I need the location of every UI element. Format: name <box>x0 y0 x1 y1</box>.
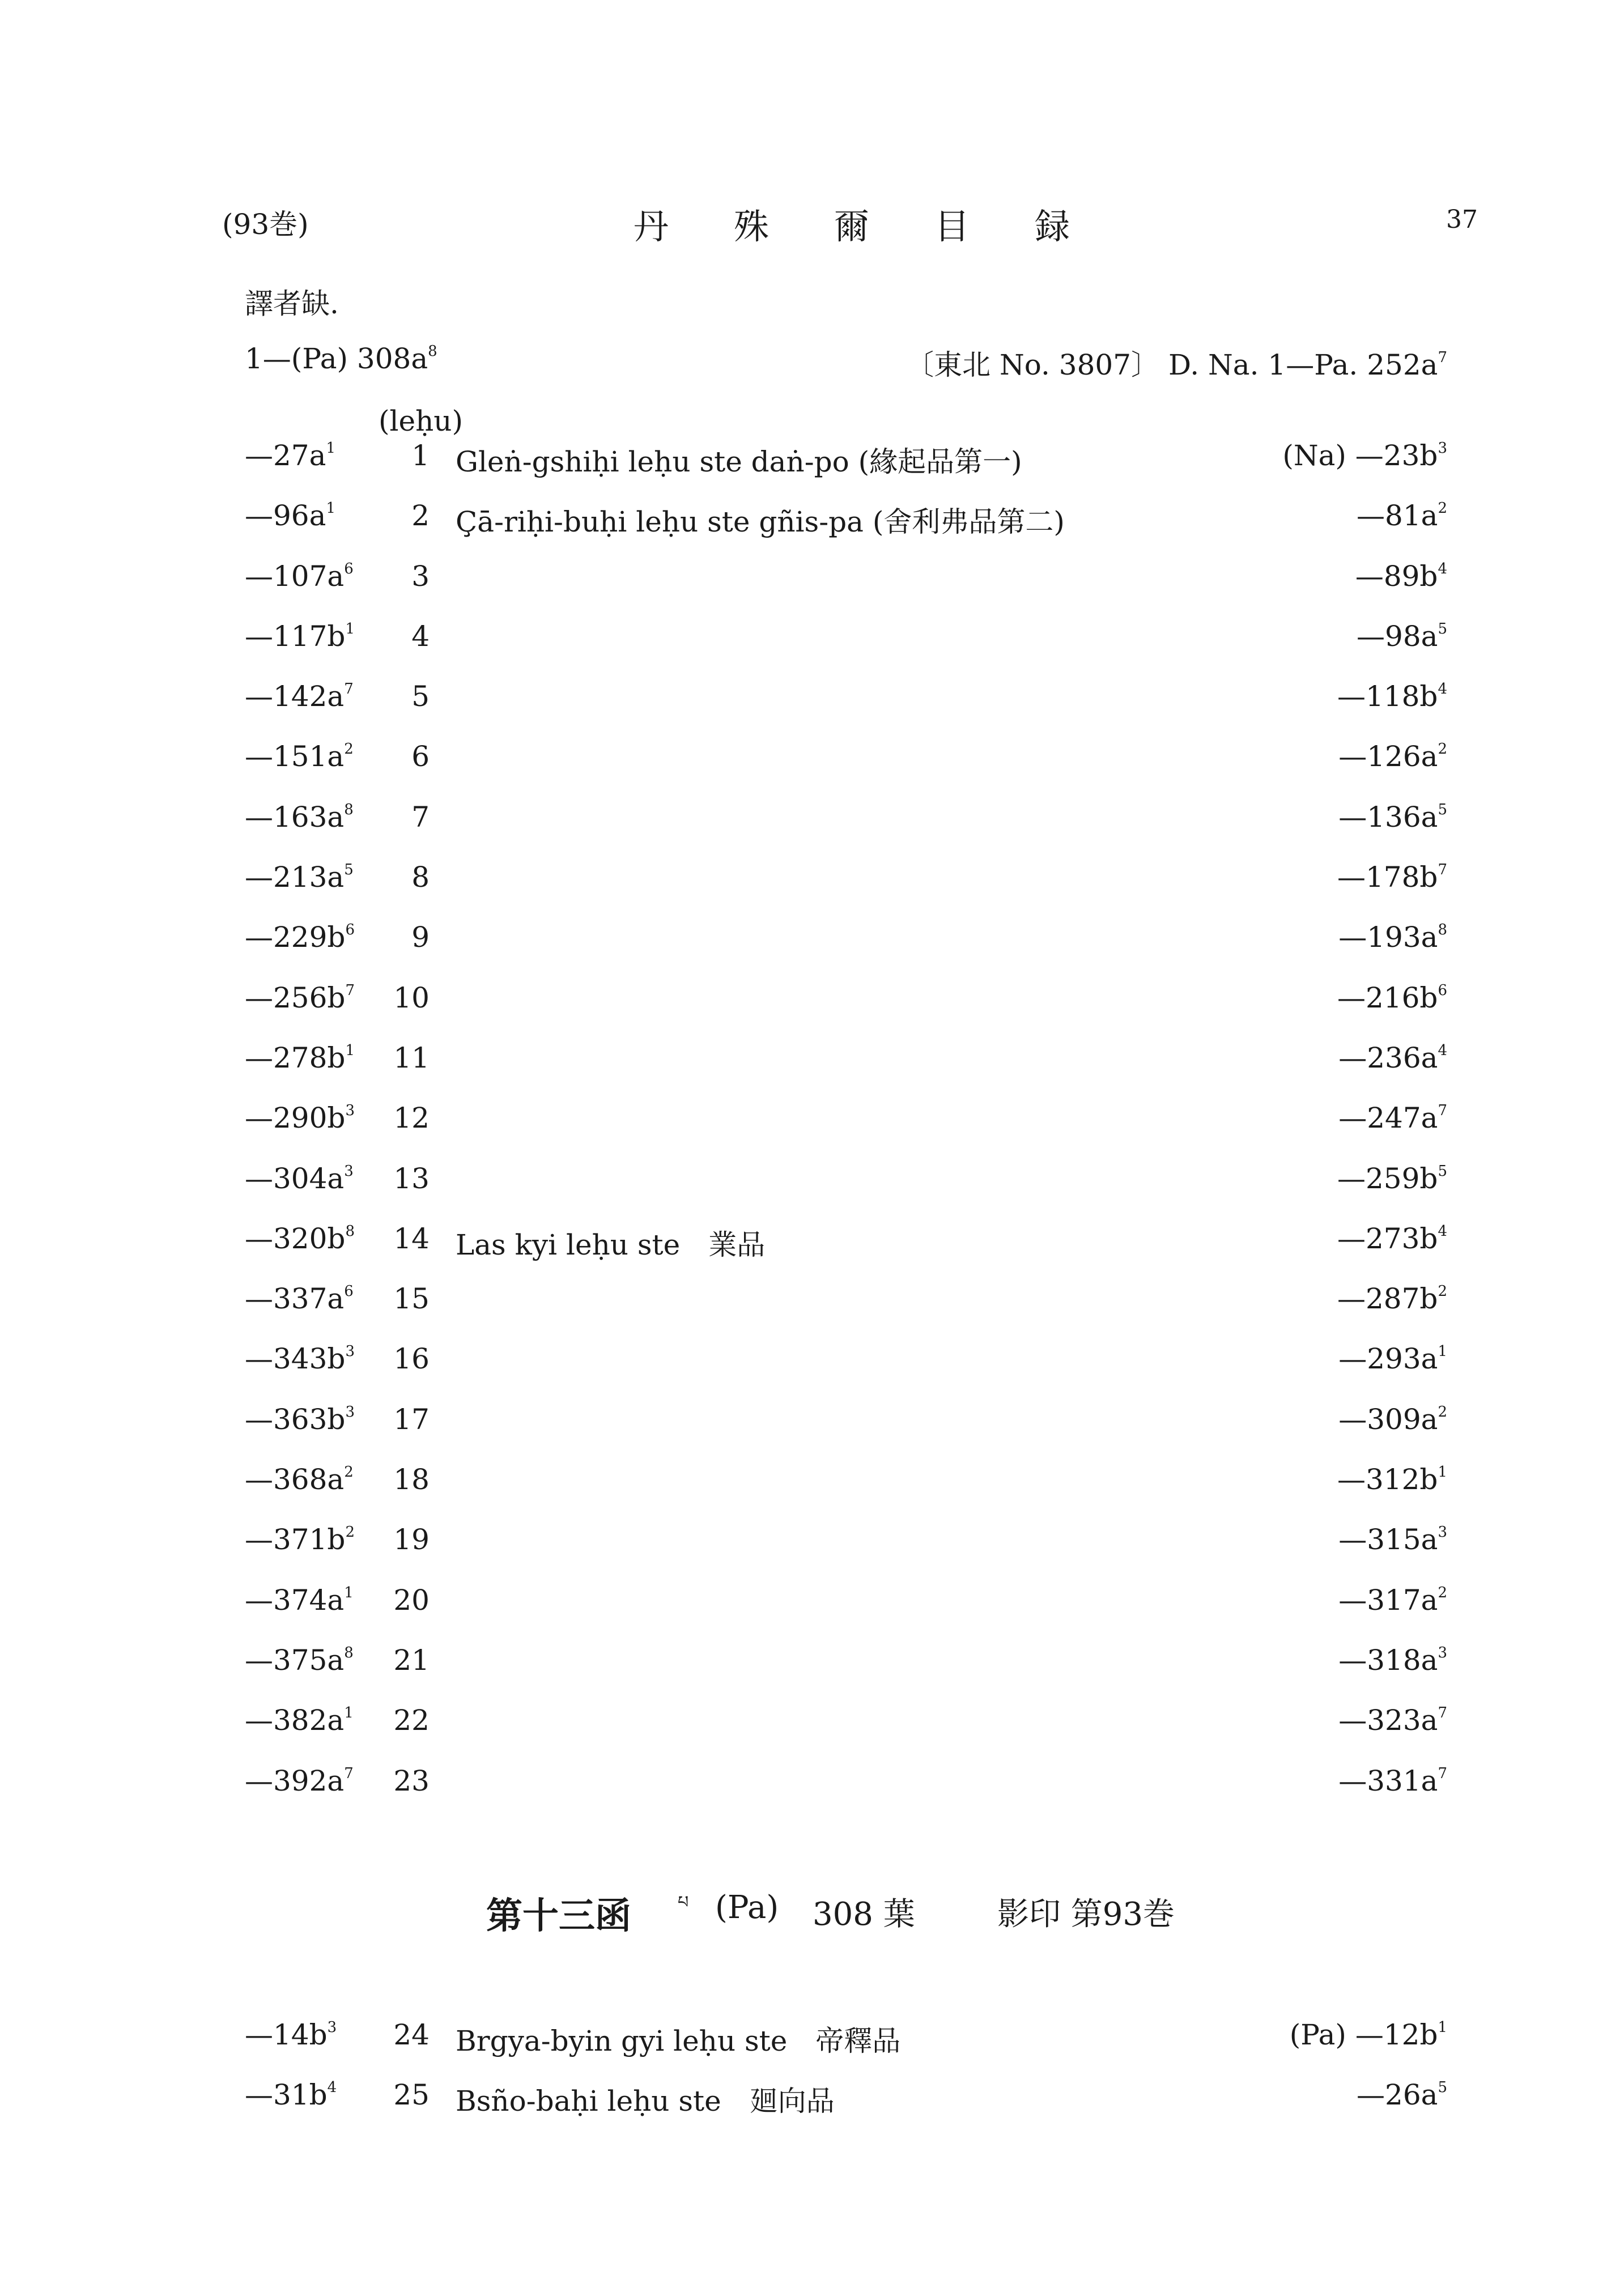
chapter-row <box>0 2078 1624 2138</box>
narthang-folio-line: 3 <box>327 2019 337 2036</box>
chapter-row <box>0 1102 1624 1162</box>
translator-note: 譯者缺. <box>245 287 339 320</box>
derge-folio-line: 7 <box>1438 861 1447 879</box>
narthang-folio-text: —107a <box>245 559 345 593</box>
narthang-folio <box>245 740 354 773</box>
narthang-folio-text: —320b <box>245 1222 346 1255</box>
narthang-folio-text: —375a <box>245 1643 345 1677</box>
derge-folio-line: 2 <box>1438 1584 1447 1601</box>
chapter-row <box>0 801 1624 861</box>
derge-folio <box>1357 620 1447 653</box>
narthang-folio-text: —27a <box>245 439 326 472</box>
narthang-folio-line: 5 <box>344 861 354 879</box>
derge-folio-line: 4 <box>1438 1222 1447 1240</box>
section-heading <box>0 1887 1624 1944</box>
narthang-folio <box>245 2018 337 2051</box>
running-header-title: 丹殊爾目録 <box>634 206 1136 247</box>
chapter-row <box>0 499 1624 559</box>
derge-folio-text: —259b <box>1337 1162 1438 1195</box>
derge-folio <box>1337 1463 1447 1496</box>
chapter-row <box>0 2018 1624 2078</box>
derge-folio-text: —247a <box>1338 1102 1438 1135</box>
derge-folio-text: (Pa) —12b <box>1289 2018 1438 2051</box>
derge-folio <box>1357 499 1447 532</box>
narthang-folio-text: —117b <box>245 619 346 653</box>
narthang-folio <box>245 2078 337 2111</box>
derge-folio-line: 4 <box>1438 681 1447 698</box>
chapter-row <box>0 861 1624 921</box>
chapter-number: 11 <box>393 1041 430 1074</box>
chapter-row <box>0 1644 1624 1704</box>
narthang-folio-line: 3 <box>345 1343 355 1360</box>
narthang-folio <box>245 1222 355 1255</box>
section-facsimile: 影印 第93巻 <box>997 1896 1175 1933</box>
narthang-folio-line: 4 <box>327 2079 337 2097</box>
chapter-number: 2 <box>411 499 430 533</box>
chapter-number: 18 <box>393 1463 430 1496</box>
chapter-number: 1 <box>411 439 430 472</box>
chapter-list-continued <box>0 2018 1624 2139</box>
derge-folio <box>1338 801 1447 834</box>
derge-folio-line: 4 <box>1438 560 1447 577</box>
derge-folio-text: —216b <box>1337 981 1438 1014</box>
narthang-folio-line: 1 <box>326 440 335 457</box>
narthang-folio-line: 3 <box>344 1162 354 1180</box>
narthang-folio <box>245 560 354 593</box>
derge-folio-line: 7 <box>1438 1102 1447 1120</box>
section-pa: (Pa) <box>715 1889 779 1926</box>
chapter-number: 3 <box>411 559 430 593</box>
chapter-number: 15 <box>393 1282 430 1316</box>
derge-folio-text: —136a <box>1338 800 1438 834</box>
derge-folio-text: —323a <box>1338 1704 1438 1737</box>
derge-folio <box>1338 1523 1447 1556</box>
narthang-folio-text: —343b <box>245 1342 346 1376</box>
narthang-folio-text: —229b <box>245 921 346 954</box>
narthang-folio <box>245 981 355 1014</box>
narthang-folio-line: 7 <box>345 981 355 999</box>
chapter-number: 14 <box>393 1222 430 1255</box>
narthang-folio-line: 1 <box>345 620 355 637</box>
narthang-folio-text: —256b <box>245 981 346 1014</box>
derge-folio-line: 3 <box>1438 440 1447 457</box>
narthang-folio-line: 7 <box>344 681 354 698</box>
derge-folio-line: 2 <box>1438 1283 1447 1300</box>
chapter-row <box>0 740 1624 800</box>
chapter-row <box>0 1222 1624 1282</box>
chapter-row <box>0 1403 1624 1463</box>
derge-folio <box>1337 1162 1447 1195</box>
chapter-number: 22 <box>393 1704 430 1737</box>
source-reference-right <box>905 342 1447 383</box>
derge-folio-text: —193a <box>1338 921 1438 954</box>
derge-folio-line: 5 <box>1438 801 1447 818</box>
chapter-number: 19 <box>393 1523 430 1557</box>
derge-folio-line: 3 <box>1438 1524 1447 1541</box>
derge-folio-line: 8 <box>1438 921 1447 939</box>
narthang-folio-line: 6 <box>344 560 354 577</box>
source-reference-left <box>245 342 437 375</box>
chapter-row <box>0 1162 1624 1222</box>
narthang-folio <box>245 1041 355 1074</box>
chapter-number: 13 <box>393 1162 430 1195</box>
derge-folio-line: 5 <box>1438 2079 1447 2097</box>
chapter-list <box>0 439 1624 1825</box>
chapter-title: Gleṅ-gshiḥi leḥu ste daṅ-po (緣起品第一) <box>456 445 1022 478</box>
narthang-folio-line: 3 <box>345 1403 355 1421</box>
narthang-folio-line: 1 <box>326 500 335 517</box>
narthang-folio-text: —363b <box>245 1402 346 1436</box>
chapter-number: 17 <box>393 1402 430 1436</box>
column-header-lehu: (leḥu) <box>379 405 463 437</box>
chapter-row <box>0 620 1624 680</box>
chapter-row <box>0 1523 1624 1583</box>
derge-folio-text: —126a <box>1338 740 1438 773</box>
chapter-row <box>0 1342 1624 1402</box>
derge-folio <box>1337 861 1447 894</box>
source-left-text: 1—(Pa) 308a <box>245 342 428 375</box>
derge-folio <box>1357 2078 1447 2111</box>
derge-folio-text: —236a <box>1338 1041 1438 1074</box>
chapter-title: Las kyi leḥu ste 業品 <box>456 1228 766 1261</box>
narthang-folio-text: —278b <box>245 1041 346 1074</box>
narthang-folio <box>245 1584 354 1617</box>
narthang-folio-text: —337a <box>245 1282 345 1316</box>
derge-folio-line: 7 <box>1438 1764 1447 1782</box>
derge-folio-text: —26a <box>1357 2078 1438 2112</box>
derge-folio-line: 3 <box>1438 1644 1447 1661</box>
narthang-folio-line: 8 <box>345 1222 355 1240</box>
narthang-folio <box>245 1764 354 1797</box>
running-header-volume: (93巻) <box>222 208 309 241</box>
derge-folio-line: 1 <box>1438 1464 1447 1481</box>
chapter-row <box>0 1584 1624 1644</box>
narthang-folio <box>245 620 355 653</box>
narthang-folio <box>245 921 355 954</box>
page-number: 37 <box>1446 205 1478 234</box>
narthang-folio <box>245 1704 354 1737</box>
narthang-folio-line: 3 <box>345 1102 355 1120</box>
narthang-folio-text: —142a <box>245 680 345 713</box>
derge-folio-line: 5 <box>1438 620 1447 637</box>
derge-folio <box>1355 560 1447 593</box>
derge-folio <box>1338 1102 1447 1134</box>
derge-folio-text: —98a <box>1357 619 1438 653</box>
derge-folio <box>1337 981 1447 1014</box>
chapter-number: 9 <box>411 921 430 954</box>
derge-folio-line: 2 <box>1438 500 1447 517</box>
chapter-row <box>0 981 1624 1041</box>
narthang-folio-text: —374a <box>245 1583 345 1617</box>
chapter-number: 8 <box>411 861 430 894</box>
chapter-number: 23 <box>393 1764 430 1797</box>
derge-folio <box>1338 1403 1447 1436</box>
narthang-folio-text: —163a <box>245 800 345 834</box>
narthang-folio <box>245 439 335 472</box>
narthang-folio-line: 2 <box>344 1464 354 1481</box>
chapter-title: Çā-riḥi-buḥi leḥu ste gñis-pa (舍利弗品第二) <box>456 505 1065 539</box>
chapter-number: 6 <box>411 740 430 773</box>
derge-folio <box>1338 1704 1447 1737</box>
narthang-folio <box>245 1162 354 1195</box>
chapter-number: 10 <box>393 981 430 1014</box>
narthang-folio-text: —392a <box>245 1764 345 1797</box>
derge-folio-text: —287b <box>1337 1282 1438 1316</box>
source-right-text: 〔東北 No. 3807〕 D. Na. 1—Pa. 252a <box>905 348 1438 381</box>
chapter-number: 7 <box>411 800 430 834</box>
derge-folio <box>1337 1222 1447 1255</box>
derge-folio-text: —317a <box>1338 1583 1438 1617</box>
chapter-number: 25 <box>393 2078 430 2112</box>
chapter-row <box>0 1704 1624 1764</box>
chapter-row <box>0 921 1624 981</box>
narthang-folio <box>245 861 354 894</box>
chapter-row <box>0 1041 1624 1102</box>
section-tibetan-letter: པ <box>678 1893 689 1912</box>
derge-folio-text: —178b <box>1337 861 1438 894</box>
derge-folio-line: 1 <box>1438 2019 1447 2036</box>
narthang-folio <box>245 1523 355 1556</box>
derge-folio-text: —315a <box>1338 1523 1438 1557</box>
narthang-folio-text: —151a <box>245 740 345 773</box>
narthang-folio-text: —382a <box>245 1704 345 1737</box>
narthang-folio <box>245 1282 354 1315</box>
narthang-folio-line: 6 <box>344 1283 354 1300</box>
chapter-row <box>0 680 1624 740</box>
chapter-number: 16 <box>393 1342 430 1376</box>
chapter-number: 24 <box>393 2018 430 2051</box>
narthang-folio <box>245 1644 354 1677</box>
derge-folio-text: —118b <box>1337 680 1438 713</box>
chapter-title: Brgya-byin gyi leḥu ste 帝釋品 <box>456 2025 901 2057</box>
section-leaves: 308 葉 <box>813 1896 915 1933</box>
narthang-folio-line: 2 <box>345 1524 355 1541</box>
narthang-folio <box>245 680 354 713</box>
narthang-folio <box>245 801 354 834</box>
narthang-folio <box>245 1342 355 1375</box>
source-left-sup: 8 <box>428 343 437 360</box>
derge-folio-line: 2 <box>1438 1403 1447 1421</box>
narthang-folio-text: —304a <box>245 1162 345 1195</box>
narthang-folio-text: —368a <box>245 1463 345 1496</box>
narthang-folio <box>245 499 335 532</box>
derge-folio <box>1338 1041 1447 1074</box>
chapter-number: 5 <box>411 680 430 713</box>
chapter-row <box>0 439 1624 499</box>
derge-folio-line: 5 <box>1438 1162 1447 1180</box>
derge-folio-line: 7 <box>1438 1704 1447 1722</box>
narthang-folio <box>245 1102 355 1134</box>
derge-folio-line: 4 <box>1438 1041 1447 1059</box>
derge-folio-text: —293a <box>1338 1342 1438 1376</box>
narthang-folio-line: 8 <box>344 1644 354 1661</box>
narthang-folio-line: 1 <box>345 1041 355 1059</box>
chapter-row <box>0 1463 1624 1523</box>
narthang-folio-text: —290b <box>245 1102 346 1135</box>
derge-folio-text: —89b <box>1355 559 1438 593</box>
derge-folio-line: 6 <box>1438 981 1447 999</box>
narthang-folio <box>245 1463 354 1496</box>
chapter-title: Bsño-baḥi leḥu ste 廻向品 <box>456 2085 835 2118</box>
derge-folio <box>1282 439 1447 472</box>
derge-folio <box>1338 921 1447 954</box>
narthang-folio-line: 7 <box>344 1764 354 1782</box>
derge-folio <box>1290 2018 1447 2051</box>
derge-folio-text: —309a <box>1338 1402 1438 1436</box>
derge-folio <box>1338 740 1447 773</box>
derge-folio-text: (Na) —23b <box>1282 439 1438 472</box>
source-right-sup: 7 <box>1438 349 1447 366</box>
narthang-folio-line: 1 <box>344 1584 354 1601</box>
chapter-row <box>0 560 1624 620</box>
section-title: 第十三函 <box>486 1895 631 1937</box>
derge-folio <box>1338 1584 1447 1617</box>
narthang-folio-text: —31b <box>245 2078 328 2112</box>
chapter-number: 12 <box>393 1102 430 1135</box>
narthang-folio-text: —213a <box>245 861 345 894</box>
derge-folio <box>1338 1342 1447 1375</box>
derge-folio <box>1338 1764 1447 1797</box>
narthang-folio-line: 1 <box>344 1704 354 1722</box>
narthang-folio <box>245 1403 355 1436</box>
narthang-folio-text: —371b <box>245 1523 346 1557</box>
derge-folio-line: 2 <box>1438 741 1447 758</box>
narthang-folio-line: 2 <box>344 741 354 758</box>
derge-folio <box>1337 1282 1447 1315</box>
chapter-number: 4 <box>411 619 430 653</box>
chapter-row <box>0 1282 1624 1342</box>
chapter-number: 20 <box>393 1583 430 1617</box>
derge-folio-text: —318a <box>1338 1643 1438 1677</box>
narthang-folio-line: 8 <box>344 801 354 818</box>
derge-folio-line: 1 <box>1438 1343 1447 1360</box>
derge-folio-text: —81a <box>1357 499 1438 533</box>
derge-folio <box>1338 1644 1447 1677</box>
narthang-folio-line: 6 <box>345 921 355 939</box>
derge-folio-text: —312b <box>1337 1463 1438 1496</box>
derge-folio-text: —273b <box>1337 1222 1438 1255</box>
derge-folio-text: —331a <box>1338 1764 1438 1797</box>
narthang-folio-text: —14b <box>245 2018 328 2051</box>
chapter-number: 21 <box>393 1643 430 1677</box>
narthang-folio-text: —96a <box>245 499 326 533</box>
chapter-row <box>0 1764 1624 1825</box>
derge-folio <box>1337 680 1447 713</box>
